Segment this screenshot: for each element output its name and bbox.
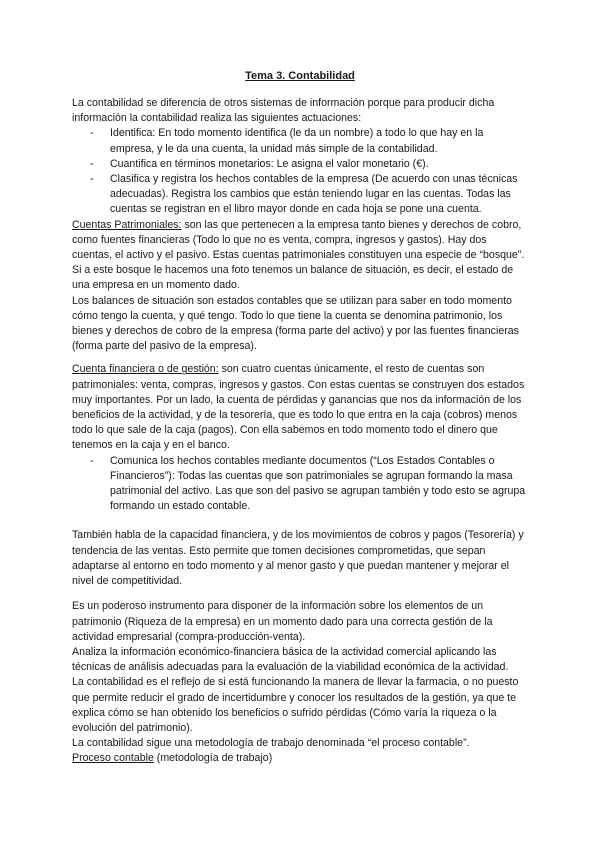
actuaciones-list [72, 126, 528, 217]
page-title: Tema 3. Contabilidad [245, 70, 355, 82]
list-item: - Identifica: En todo momento identifica (le da un nombre) a todo lo que hay en la empresa, y le da una cuenta, la unidad más simple de la contabilidad. [72, 126, 528, 156]
list-item: - Cuantifica en términos monetarios: Le asigna el valor monetario (€). [72, 157, 528, 172]
instrumento-paragraph: Es un poderoso instrumento para disponer de la información sobre los elementos de un patrimonio (Riqueza de la empresa) en un momento dado para una correcta gestión de la actividad empresarial (compra-producción-venta). [72, 600, 493, 643]
proceso-paragraph [72, 751, 528, 766]
analiza-paragraph: Analiza la información económico-financiera básica de la actividad comercial aplicando las técnicas de análisis adecuadas para la evaluación de la viabilidad económica de la actividad. [72, 645, 509, 674]
financiera-paragraph [72, 362, 528, 453]
balances-paragraph: Los balances de situación son estados contables que se utilizan para saber en todo momento cómo tengo la cuenta, y qué tengo. Todo lo que tiene la cuenta se denomina patrimonio, los bienes y derechos de cobro de la empresa (forma parte del activo) y por las fuentes financieras (forma parte del pasivo de la empresa). [72, 294, 519, 353]
financiera-term: Cuenta financiera o de gestión: [72, 363, 219, 376]
document-body [72, 96, 528, 767]
proceso-text: (metodología de trabajo) [153, 752, 273, 765]
financiera-text: son cuatro cuentas únicamente, el resto de cuentas son patrimoniales: venta, compras, ingresos y gastos. Con estas cuentas se construyen dos estados muy importantes. Por un lado, la cuenta de pérdidas y ganancias que nos da información de los beneficios de la actividad, y de la tesorería, que es todo lo que entra en la caja (cobros) menos todo lo que sale de la caja (pagos). Con ella sabemos en todo momento todo el dinero que tenemos en la caja y en el banco. [72, 363, 525, 452]
patrimoniales-term: Cuentas Patrimoniales: [72, 218, 182, 231]
patrimoniales-text: son las que pertenecen a la empresa tanto bienes y derechos de cobro, como fuentes financieras (Todo lo que no es venta, compra, ingresos y gastos). Hay dos cuentas, el activo y el pasivo. Estas cuentas patrimoniales constituyen una especie de “bosque”. Si a este bosque le hacemos una foto tenemos un balance de situación, es decir, el estado de una empresa en un momento dado. [72, 218, 525, 292]
intro-paragraph: La contabilidad se diferencia de otros sistemas de información porque para producir dicha información la contabilidad realiza las siguientes actuaciones: [72, 97, 495, 125]
list-item: - Clasifica y registra los hechos contables de la empresa (De acuerdo con unas técnicas adecuadas). Registra los cambios que están teniendo lugar en las cuentas. Todas las cuentas se registran en el libro mayor donde en cada hoja se pone una cuenta. [72, 172, 528, 218]
comunica-list [72, 454, 528, 515]
reflejo-paragraph: La contabilidad es el reflejo de si está funcionando la manera de llevar la farmacia, o no puesto que permite reducir el grado de incertidumbre y conocer los resultados de la gestión, ya que te explica cómo se han obtenido los beneficios o sufrido pérdidas (Cómo varía la riqueza o la evolución del patrimonio). [72, 676, 519, 734]
capacidad-paragraph: También habla de la capacidad financiera, y de los movimientos de cobros y pagos (Tesorería) y tendencia de las ventas. Esto permite que tomen decisiones comprometidas, que sepan adaptarse al entorno en todo momento y al menor gasto y que puedan mantener y mejorar el nivel de competitividad. [72, 529, 524, 588]
proceso-term: Proceso contable [72, 752, 154, 765]
patrimoniales-paragraph [72, 218, 528, 294]
list-item: - Comunica los hechos contables mediante documentos (“Los Estados Contables o Financieros”): Todas las cuentas que son patrimoniales se agrupan formando la masa patrimonial del activo. Las que son del pasivo se agrupan también y todo esto se agrupa formando un estado contable. [72, 454, 528, 515]
metodologia-paragraph: La contabilidad sigue una metodología de trabajo denominada “el proceso contable”. [72, 737, 470, 750]
